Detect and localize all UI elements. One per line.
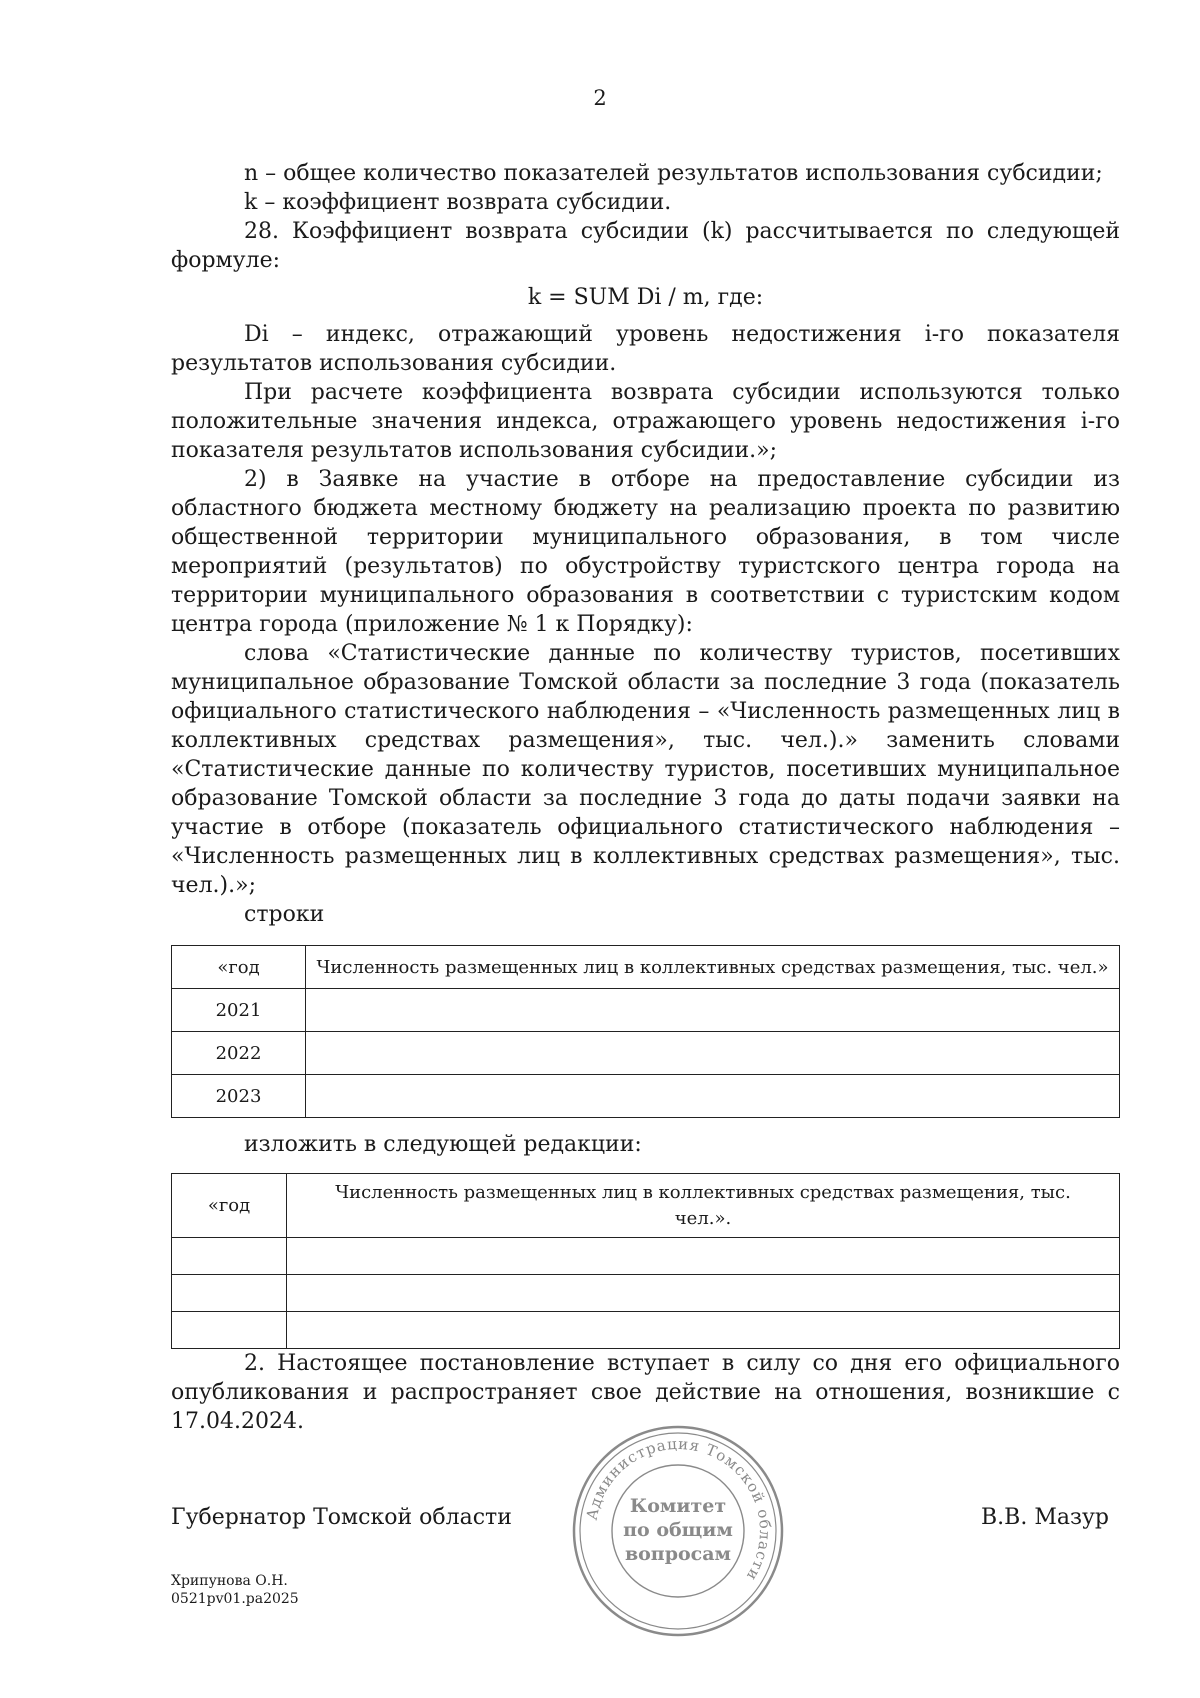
paragraph-rows-label: строки [244,902,325,927]
table-cell-value [306,989,1120,1032]
signatory-name: В.В. Мазур [981,1505,1109,1530]
stamp-line-1: Комитет [629,1495,727,1517]
table-row [172,989,1120,1032]
table-cell-value [287,1312,1120,1349]
paragraph-k-definition: k – коэффициент возврата субсидии. [244,190,672,215]
official-stamp [569,1422,787,1640]
paragraph-subclause-2: 2) в Заявке на участие в отборе на предоставление субсидии из областного бюджета местному бюджету на реализацию проекта по развитию общественной территории муниципального образования, в том числе мероприятий (результатов) по обустройству туристского центра города на территории муниципального образования в соответствии с туристским кодом центра города (приложение № 1 к Порядку): [171,467,1120,637]
paragraph-di-definition: Di – индекс, отражающий уровень недостижения i-го показателя результатов использования субсидии. [171,322,1120,376]
table-cell-value [306,1032,1120,1075]
table-cell-value [287,1275,1120,1312]
table-cell-year: 2023 [172,1075,306,1118]
signatory-position: Губернатор Томской области [171,1505,512,1530]
table-row [172,1032,1120,1075]
table-header-row [172,946,1120,989]
table-row [172,1238,1120,1275]
paragraph-new-edition-label: изложить в следующей редакции: [244,1132,642,1157]
table-cell-value [287,1238,1120,1275]
page-number: 2 [593,86,607,110]
table-cell-year [172,1238,287,1275]
table-row [172,1075,1120,1118]
new-rows-table [171,1173,1120,1349]
table-cell-year [172,1275,287,1312]
table-header-count: Численность размещенных лиц в коллективных средствах размещения, тыс. чел.» [306,946,1120,989]
paragraph-clause-28: 28. Коэффициент возврата субсидии (k) рассчитывается по следующей формуле: [171,219,1120,273]
table-row [172,1312,1120,1349]
paragraph-effective-date: 2. Настоящее постановление вступает в силу со дня его официального опубликования и распространяет свое действие на отношения, возникшие с 17.04.2024. [171,1351,1120,1434]
table-cell-year: 2022 [172,1032,306,1075]
table-header-row [172,1174,1120,1238]
table-header-year: «год [172,1174,287,1238]
stamp-outer-text: Администрация Томской области [582,1434,775,1585]
table-header-count: Численность размещенных лиц в коллективных средствах размещения, тыс. чел.». [287,1174,1120,1238]
document-body [171,159,1120,1436]
table-cell-year: 2021 [172,989,306,1032]
table-row [172,1275,1120,1312]
formula: k = SUM Di / m, где: [527,285,764,310]
old-rows-table [171,945,1120,1118]
footer [171,1572,299,1608]
paragraph-n-definition: n – общее количество показателей результатов использования субсидии; [244,161,1103,186]
stamp-line-3: вопросам [624,1543,732,1565]
executor-name: Хрипунова О.Н. [171,1573,288,1589]
paragraph-positive-values: При расчете коэффициента возврата субсидии используются только положительные значения индекса, отражающего уровень недостижения i-го показателя результатов использования субсидии.»; [171,380,1120,463]
stamp-line-2: по общим [623,1519,733,1541]
table-cell-value [306,1075,1120,1118]
table-header-year: «год [172,946,306,989]
table-cell-year [172,1312,287,1349]
paragraph-words-replace: слова «Статистические данные по количеству туристов, посетивших муниципальное образование Томской области за последние 3 года (показатель официального статистического наблюдения – «Численность размещенных лиц в коллективных средствах размещения», тыс. чел.).» заменить словами «Статистические данные по количеству туристов, посетивших муниципальное образование Томской области за последние 3 года до даты подачи заявки на участие в отборе (показатель официального статистического наблюдения – «Численность размещенных лиц в коллективных средствах размещения», тыс. чел.).»; [171,641,1120,898]
document-code: 0521pv01.pa2025 [171,1591,299,1607]
